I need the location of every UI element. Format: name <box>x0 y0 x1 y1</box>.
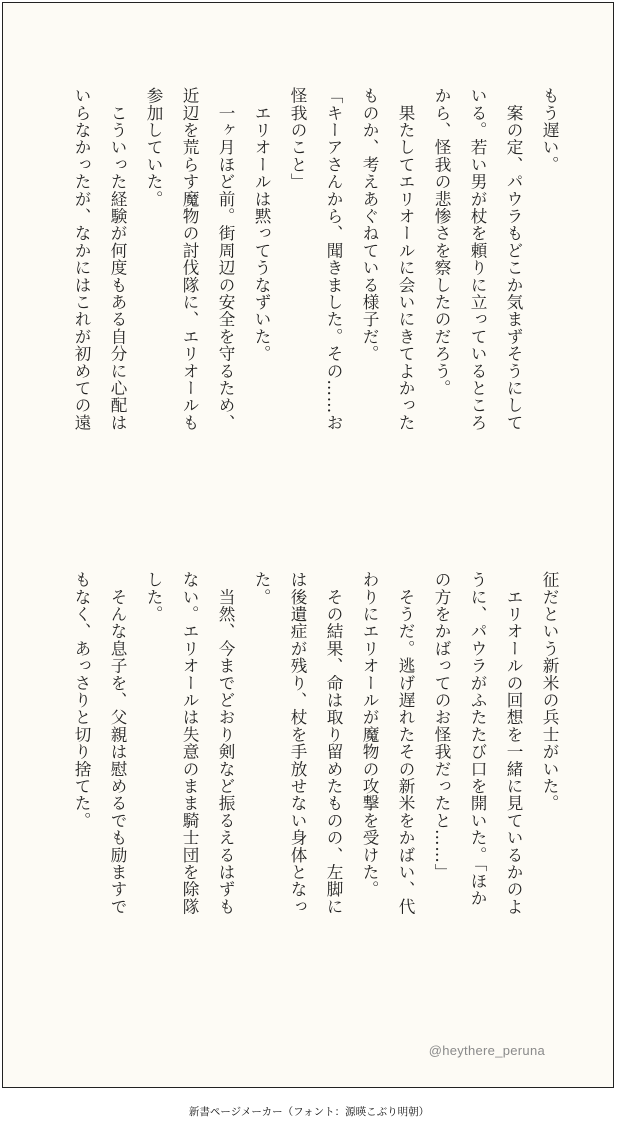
text-column: 一ヶ月ほど前。街周辺の安全を守るため、 <box>216 87 235 431</box>
author-handle: @heythere_peruna <box>428 1043 545 1058</box>
text-column: 征だという新米の兵士がいた。 <box>540 571 559 812</box>
text-column: そんな息子を、父親は慰めるでも励ますで <box>108 571 127 915</box>
text-column: もなく、あっさりと切り捨てた。 <box>72 571 91 829</box>
text-column: 当然、今までどおり剣など振るえるはずも <box>216 571 235 915</box>
text-column: 怪我のこと」 <box>288 87 307 191</box>
text-column: その結果、命は取り留めたものの、左脚に <box>324 571 343 915</box>
text-column: そうだ。逃げ遅れたその新米をかばい、代 <box>396 571 415 915</box>
footer-credit: 新書ページメーカー（フォント：源暎こぶり明朝） <box>188 1106 430 1118</box>
text-column: いる。若い男が杖を頼りに立っているところ <box>468 87 487 431</box>
text-column: の方をかばってのお怪我だったと……」 <box>432 571 451 881</box>
text-column: 近辺を荒らす魔物の討伐隊に、エリオールも <box>180 87 199 431</box>
text-column: 「キーアさんから、聞きました。その……お <box>324 87 343 431</box>
text-column: 案の定、パウラもどこか気まずそうにして <box>504 87 523 431</box>
book-page <box>2 2 614 1088</box>
text-column: もう遅い。 <box>540 87 559 173</box>
text-column: エリオールは黙ってうなずいた。 <box>252 87 271 363</box>
text-column: は後遺症が残り、杖を手放せない身体となっ <box>288 571 307 915</box>
text-column: から、怪我の悲惨さを察したのだろう。 <box>432 87 451 397</box>
text-column: ない。エリオールは失意のまま騎士団を除隊 <box>180 571 199 915</box>
text-column: た。 <box>252 571 271 606</box>
text-column: した。 <box>144 571 163 623</box>
text-column: こういった経験が何度もある自分に心配は <box>108 87 127 431</box>
text-column: うに、パウラがふたたび口を開いた。「ほか <box>468 571 487 907</box>
text-column: 果たしてエリオールに会いにきてよかった <box>396 87 415 431</box>
text-column: わりにエリオールが魔物の攻撃を受けた。 <box>360 571 379 898</box>
text-column: ものか、考えあぐねている様子だ。 <box>360 87 379 363</box>
text-column: エリオールの回想を一緒に見ているかのよ <box>504 571 523 915</box>
text-column: いらなかったが、なかにはこれが初めての遠 <box>72 87 91 431</box>
text-column: 参加していた。 <box>144 87 163 208</box>
